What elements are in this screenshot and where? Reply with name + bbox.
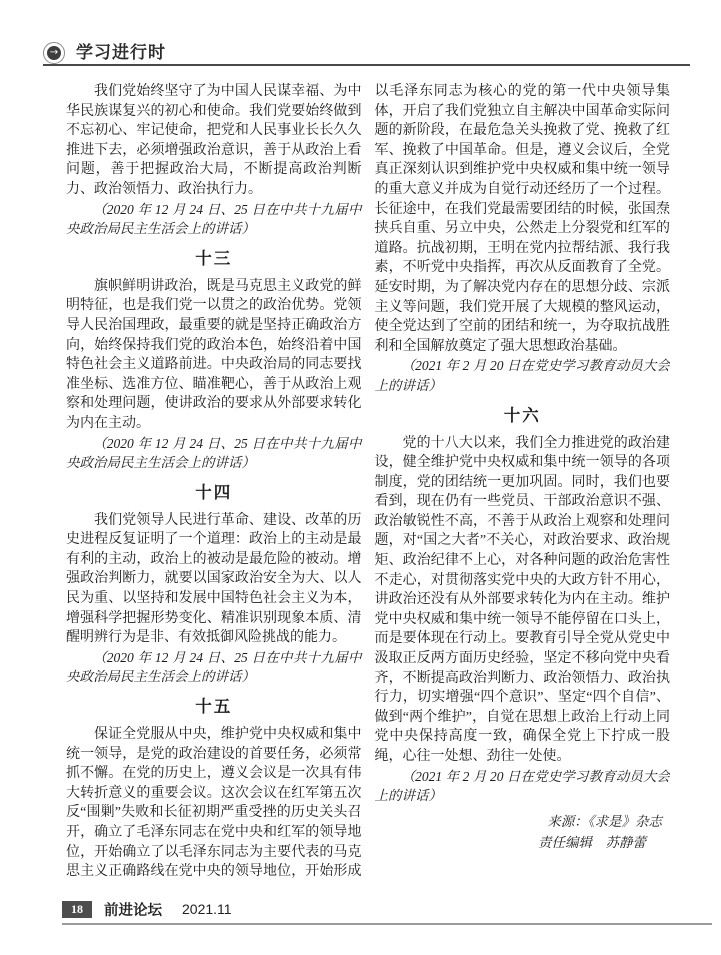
footer-row bbox=[62, 900, 712, 918]
section-14-heading: 十四 bbox=[195, 482, 233, 502]
section-16-paragraph: 党的十八大以来，我们全力推进党的政治建设，健全维护党中央权威和集中统一领导的各项制度，党的团结统一更加巩固。同时，我们也要看到，现在仍有一些党员、干部政治意识不强、政治敏锐性不高，不善于从政治上观察和处理问题，对“国之大者”不关心，对政治要求、政治规矩、政治纪律不上心，对各种问题的政治危害性不走心，对贯彻落实党中央的大政方针不用心，讲政治还没有从外部要求转化为内在主动。维护党中央权威和集中统一领导不能停留在口头上，而是要体现在行动上。要教育引导全党从党史中汲取正反两方面历史经验，坚定不移向党中央看齐，不断提高政治判断力、政治领悟力、政治执行力，切实增强“四个意识”、坚定“四个自信”、做到“两个维护”，自觉在思想上政治上行动上同党中央保持高度一致，确保全党上下拧成一股绳，心往一处想、劲往一处使。 bbox=[374, 435, 670, 764]
page-number-badge: 18 bbox=[62, 901, 92, 918]
section-14-citation: （2020 年 12 月 24 日、25 日在中共十九届中央政治局民主生活会上的讲话） bbox=[66, 649, 362, 685]
circle-arrow-right-icon-glyph: → bbox=[47, 46, 61, 60]
editor-line: 责任编辑 苏静蕾 bbox=[538, 835, 646, 851]
section-15-citation: （2021 年 2 月 20 日在党史学习教育动员大会上的讲话） bbox=[374, 358, 670, 393]
section-14-paragraph: 我们党领导人民进行革命、建设、改革的历史进程反复证明了一个道理：政治上的主动是最有利的主动，政治上的被动是最危险的被动。增强政治判断力，就要以国家政治安全为大、以人民为重、以坚持和发展中国特色社会主义为本，增强科学把握形势变化、精准识别现象本质、清醒明辨行为是非、有效抵御风险挑战的能力。 bbox=[66, 512, 362, 646]
issue-number: 2021.11 bbox=[182, 901, 232, 917]
section-16-heading: 十六 bbox=[503, 405, 541, 425]
source-line: 来源：《求是》杂志 bbox=[547, 813, 662, 829]
section-16-citation: （2021 年 2 月 20 日在党史学习教育动员大会上的讲话） bbox=[374, 768, 670, 804]
intro-citation: （2020 年 12 月 24 日、25 日在中共十九届中央政治局民主生活会上的讲话） bbox=[66, 201, 362, 237]
journal-name: 前进论坛 bbox=[104, 902, 162, 919]
column-title: 学习进行时 bbox=[76, 43, 166, 62]
section-13-paragraph: 旗帜鲜明讲政治，既是马克思主义政党的鲜明特征，也是我们党一以贯之的政治优势。党领导人民治国理政，最重要的就是坚持正确政治方向，始终保持我们党的政治本色，始终沿着中国特色社会主义道路前进。中央政治局的同志要找准坐标、选准方位、瞄准靶心，善于从政治上观察和处理问题，使讲政治的要求从外部要求转化为内在主动。 bbox=[66, 278, 362, 431]
page-header bbox=[43, 37, 690, 66]
section-15-paragraph: 保证全党服从中央，维护党中央权威和集中统一领导，是党的政治建设的首要任务，必须常抓不懈。在党的历史上，遵义会议是一次具有伟大转折意义的重要会议。这次会议在红军第五次反“围剿”失败和长征初期严重受挫的历史关头召开，确立了毛泽东同志在党中央和红军的领导地位，开始确立了以毛泽东同志为主要代表的马克思主义正确路线在党中央的领导地位，开始形成以毛泽东同志为核心的党的第一代中央领导集体，开启了我们党独立自主解决中国革命实际问题的新阶段，在最危急关头挽救了党、挽救了红军、挽救了中国革命。但是，遵义会议后，全党真正深刻认识到维护党中央权威和集中统一领导的重大意义并成为自觉行动还经历了一个过程。长征途中，在我们党最需要团结的时候，张国焘挟兵自重、另立中央，公然走上分裂党和红军的道路。抗战初期，王明在党内拉帮结派、我行我素，不听党中央指挥，再次从反面教育了全党。延安时期，为了解决党内存在的思想分歧、宗派主义等问题，我们党开展了大规模的整风运动，使全党达到了空前的团结和统一，为夺取抗战胜利和全国解放奠定了强大思想政治基础。 bbox=[66, 84, 670, 880]
section-15-heading: 十五 bbox=[195, 697, 233, 717]
article-body bbox=[66, 82, 670, 900]
page-footer bbox=[62, 900, 712, 925]
section-13-citation: （2020 年 12 月 24 日、25 日在中共十九届中央政治局民主生活会上的讲话） bbox=[66, 435, 362, 471]
circle-arrow-right-icon bbox=[43, 42, 65, 64]
section-13-heading: 十三 bbox=[195, 248, 233, 268]
footer-rule bbox=[62, 923, 712, 925]
intro-paragraph: 我们党始终坚守了为中国人民谋幸福、为中华民族谋复兴的初心和使命。我们党要始终做到不忘初心、牢记使命，把党和人民事业长长久久推进下去，必须增强政治意识，善于从政治上看问题，善于把握政治大局，不断提高政治判断力、政治领悟力、政治执行力。 bbox=[66, 84, 362, 197]
